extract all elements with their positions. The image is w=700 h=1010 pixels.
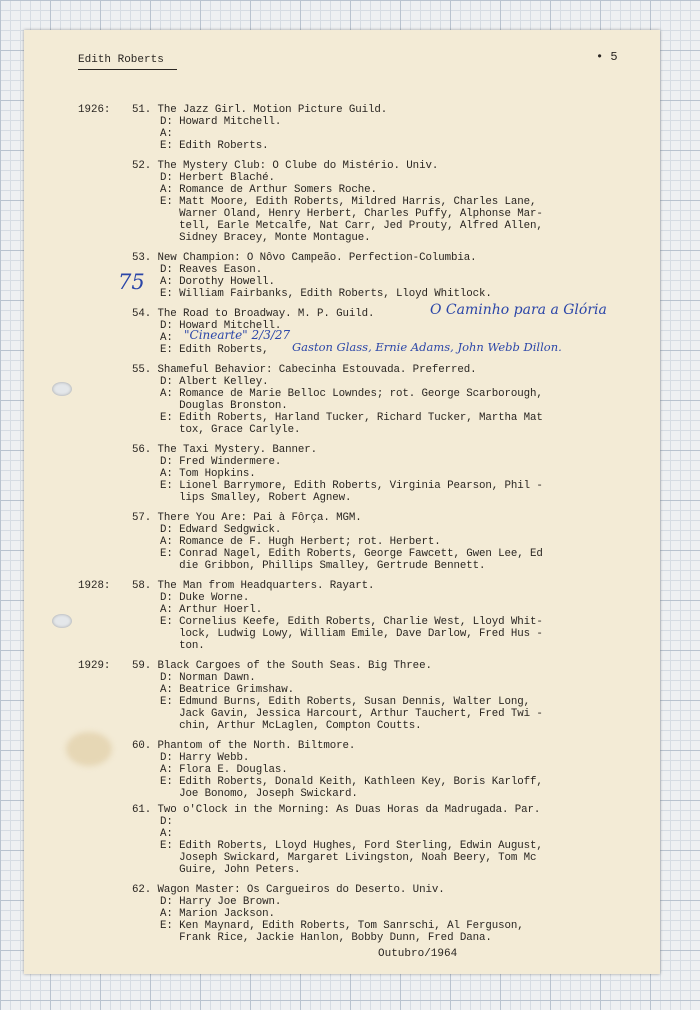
punch-hole bbox=[52, 614, 72, 628]
year-label: 1928: bbox=[78, 580, 111, 592]
text-line: D: Howard Mitchell. bbox=[160, 116, 282, 128]
text-line: D: Fred Windermere. bbox=[160, 456, 282, 468]
text-line: E: Matt Moore, Edith Roberts, Mildred Harris, Charles Lane, bbox=[160, 196, 537, 208]
text-line: 57. There You Are: Pai à Fôrça. MGM. bbox=[132, 512, 362, 524]
year-label: 1926: bbox=[78, 104, 111, 116]
text-line: E: Ken Maynard, Edith Roberts, Tom Sanrschi, Al Ferguson, bbox=[160, 920, 524, 932]
handwritten-source-note: "Cinearte" 2/3/27 bbox=[184, 328, 291, 342]
text-line: lips Smalley, Robert Agnew. bbox=[160, 492, 352, 504]
text-line: D: Harry Webb. bbox=[160, 752, 250, 764]
paper-stain bbox=[66, 732, 112, 766]
text-line: Warner Oland, Henry Herbert, Charles Puffy, Alphonse Mar- bbox=[160, 208, 543, 220]
text-line: D: Albert Kelley. bbox=[160, 376, 269, 388]
text-line: D: Duke Worne. bbox=[160, 592, 250, 604]
text-line: D: Howard Mitchell. bbox=[160, 320, 282, 332]
text-line: Joseph Swickard, Margaret Livingston, Noah Beery, Tom Mc bbox=[160, 852, 537, 864]
text-line: 52. The Mystery Club: O Clube do Mistério. Univ. bbox=[132, 160, 439, 172]
text-line: D: Edward Sedgwick. bbox=[160, 524, 282, 536]
text-line: 62. Wagon Master: Os Cargueiros do Deserto. Univ. bbox=[132, 884, 445, 896]
text-line: die Gribbon, Phillips Smalley, Gertrude Bennett. bbox=[160, 560, 486, 572]
text-line: E: Edith Roberts, Donald Keith, Kathleen Key, Boris Karloff, bbox=[160, 776, 543, 788]
text-line: Joe Bonomo, Joseph Swickard. bbox=[160, 788, 358, 800]
text-line: A: Romance de Arthur Somers Roche. bbox=[160, 184, 377, 196]
page-number: • 5 bbox=[596, 50, 618, 64]
text-line: Jack Gavin, Jessica Harcourt, Arthur Tauchert, Fred Twi - bbox=[160, 708, 543, 720]
text-line: D: Herbert Blaché. bbox=[160, 172, 275, 184]
text-line: 56. The Taxi Mystery. Banner. bbox=[132, 444, 317, 456]
handwritten-title-note: O Caminho para a Glória bbox=[430, 302, 607, 318]
text-line: A: Beatrice Grimshaw. bbox=[160, 684, 294, 696]
text-line: A: Marion Jackson. bbox=[160, 908, 275, 920]
text-line: E: Edith Roberts. bbox=[160, 140, 269, 152]
text-line: E: Edith Roberts, bbox=[160, 344, 269, 356]
text-line: tox, Grace Carlyle. bbox=[160, 424, 301, 436]
punch-hole bbox=[52, 382, 72, 396]
text-line: E: Edith Roberts, Harland Tucker, Richard Tucker, Martha Mat bbox=[160, 412, 543, 424]
text-line: 59. Black Cargoes of the South Seas. Big Three. bbox=[132, 660, 432, 672]
handwritten-cast-note: Gaston Glass, Ernie Adams, John Webb Dillon. bbox=[292, 340, 562, 354]
text-line: A: Dorothy Howell. bbox=[160, 276, 275, 288]
document-page bbox=[24, 30, 660, 974]
text-line: E: Lionel Barrymore, Edith Roberts, Virginia Pearson, Phil - bbox=[160, 480, 543, 492]
text-line: E: Edmund Burns, Edith Roberts, Susan Dennis, Walter Long, bbox=[160, 696, 530, 708]
text-line: E: Conrad Nagel, Edith Roberts, George Fawcett, Gwen Lee, Ed bbox=[160, 548, 543, 560]
handwritten-margin-number: 75 bbox=[118, 270, 145, 294]
text-line: chin, Arthur McLaglen, Compton Coutts. bbox=[160, 720, 422, 732]
text-line: D: bbox=[160, 816, 173, 828]
year-label: 1929: bbox=[78, 660, 111, 672]
text-line: 60. Phantom of the North. Biltmore. bbox=[132, 740, 356, 752]
text-line: A: Arthur Hoerl. bbox=[160, 604, 263, 616]
text-line: tell, Earle Metcalfe, Nat Carr, Jed Prouty, Alfred Allen, bbox=[160, 220, 543, 232]
text-line: 54. The Road to Broadway. M. P. Guild. bbox=[132, 308, 375, 320]
text-line: A: Romance de F. Hugh Herbert; rot. Herbert. bbox=[160, 536, 441, 548]
text-line: D: Norman Dawn. bbox=[160, 672, 256, 684]
text-line: 55. Shameful Behavior: Cabecinha Estouvada. Preferred. bbox=[132, 364, 477, 376]
page-footer-date: Outubro/1964 bbox=[378, 948, 458, 960]
text-line: A: Tom Hopkins. bbox=[160, 468, 256, 480]
text-line: E: William Fairbanks, Edith Roberts, Lloyd Whitlock. bbox=[160, 288, 492, 300]
text-line: 61. Two o'Clock in the Morning: As Duas Horas da Madrugada. Par. bbox=[132, 804, 541, 816]
text-line: 51. The Jazz Girl. Motion Picture Guild. bbox=[132, 104, 388, 116]
text-line: Douglas Bronston. bbox=[160, 400, 288, 412]
text-line: Frank Rice, Jackie Hanlon, Bobby Dunn, Fred Dana. bbox=[160, 932, 492, 944]
text-line: 53. New Champion: O Nôvo Campeão. Perfection-Columbia. bbox=[132, 252, 477, 264]
text-line: A: bbox=[160, 128, 173, 140]
text-line: A: bbox=[160, 332, 173, 344]
text-line: Guire, John Peters. bbox=[160, 864, 301, 876]
text-line: A: bbox=[160, 828, 173, 840]
text-line: D: Reaves Eason. bbox=[160, 264, 263, 276]
text-line: 58. The Man from Headquarters. Rayart. bbox=[132, 580, 375, 592]
text-line: ton. bbox=[160, 640, 205, 652]
text-line: D: Harry Joe Brown. bbox=[160, 896, 282, 908]
text-line: Sidney Bracey, Monte Montague. bbox=[160, 232, 371, 244]
text-line: A: Flora E. Douglas. bbox=[160, 764, 288, 776]
page-header-name: Edith Roberts bbox=[78, 54, 177, 70]
text-line: E: Edith Roberts, Lloyd Hughes, Ford Sterling, Edwin August, bbox=[160, 840, 543, 852]
text-line: lock, Ludwig Lowy, William Emile, Dave Darlow, Fred Hus - bbox=[160, 628, 543, 640]
text-line: A: Romance de Marie Belloc Lowndes; rot. George Scarborough, bbox=[160, 388, 543, 400]
text-line: E: Cornelius Keefe, Edith Roberts, Charlie West, Lloyd Whit- bbox=[160, 616, 543, 628]
